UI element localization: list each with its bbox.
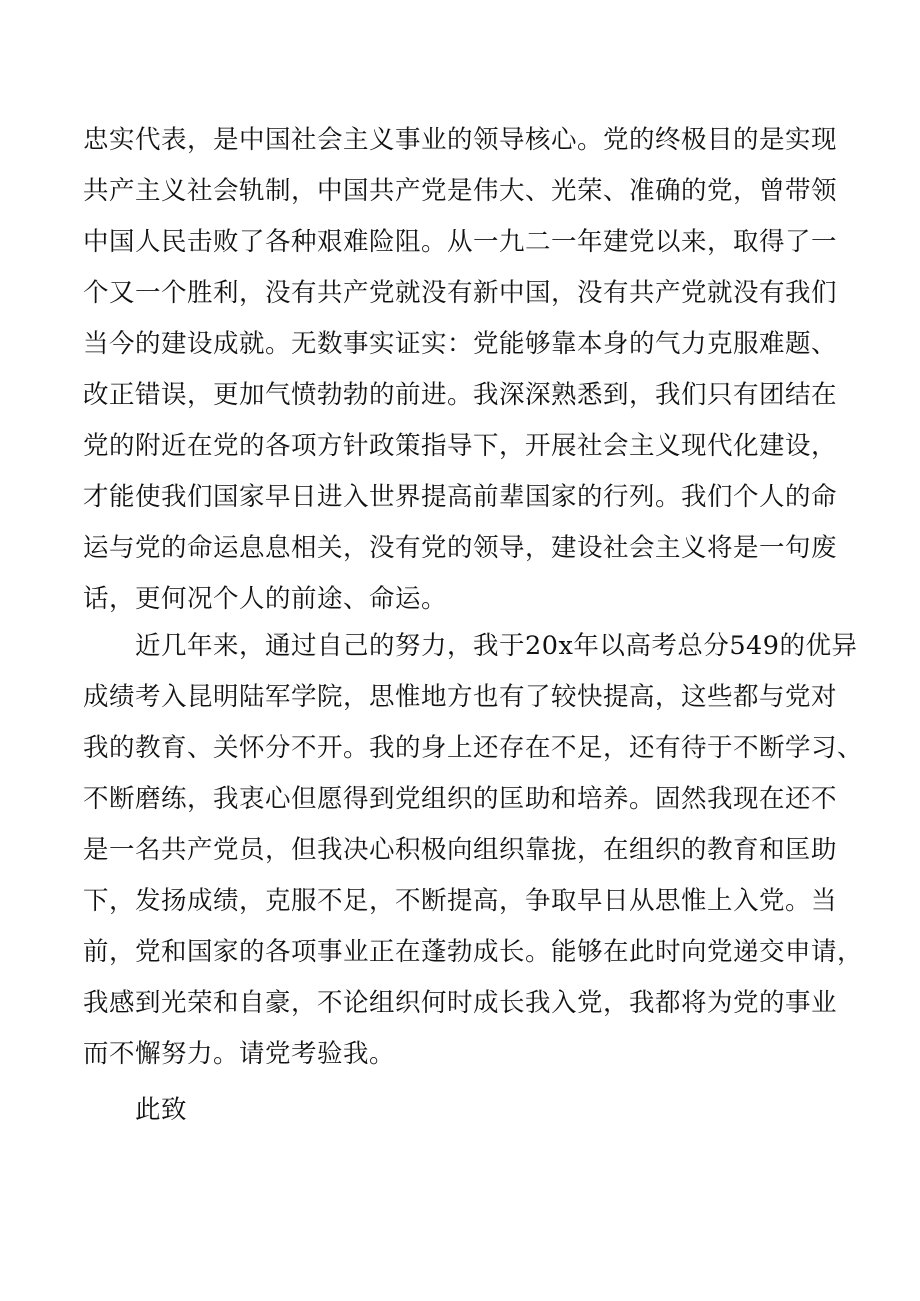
paragraph-1-line: 中国人民击败了各种艰难险阻。从一九二一年建党以来，取得了一 (83, 227, 838, 257)
paragraph-1-line: 改正错误，更加气愤勃勃的前进。我深深熟悉到，我们只有团结在 (83, 380, 838, 410)
paragraph-1-line: 党的附近在党的各项方针政策指导下，开展社会主义现代化建设， (83, 431, 838, 461)
paragraph-2-line: 我的教育、关怀分不开。我的身上还存在不足，还有待于不断学习、 (83, 733, 864, 763)
closing-text: 此致 (135, 1095, 188, 1125)
closing-salutation (83, 1085, 853, 1136)
paragraph-2-line: 下，发扬成绩，克服不足，不断提高，争取早日从思惟上入党。当 (83, 886, 838, 916)
paragraph-1-line: 共产主义社会轨制，中国共产党是伟大、光荣、准确的党，曾带领 (83, 176, 838, 206)
paragraph-1 (83, 115, 853, 625)
paragraph-2-line: 是一名共产党员，但我决心积极向组织靠拢，在组织的教育和匡助 (83, 835, 838, 865)
paragraph-2-line: 不断磨练，我衷心但愿得到党组织的匡助和培养。固然我现在还不 (83, 784, 838, 814)
paragraph-2-line: 前，党和国家的各项事业正在蓬勃成长。能够在此时向党递交申请， (83, 937, 864, 967)
paragraph-2-line: 成绩考入昆明陆军学院，思惟地方也有了较快提高，这些都与党对 (83, 682, 838, 712)
paragraph-2-line: 我感到光荣和自豪，不论组织何时成长我入党，我都将为党的事业 (83, 988, 838, 1018)
paragraph-1-line: 才能使我们国家早日进入世界提高前辈国家的行列。我们个人的命 (83, 482, 838, 512)
paragraph-2-line: 近几年来，通过自己的努力，我于20x年以高考总分549的优异 (135, 631, 858, 661)
paragraph-1-line: 话，更何况个人的前途、命运。 (83, 584, 448, 614)
paragraph-2-line: 而不懈努力。请党考验我。 (83, 1039, 396, 1069)
paragraph-2 (83, 621, 864, 1080)
paragraph-1-line: 运与党的命运息息相关，没有党的领导，建设社会主义将是一句废 (83, 533, 838, 563)
paragraph-1-line: 忠实代表，是中国社会主义事业的领导核心。党的终极目的是实现 (83, 125, 838, 155)
paragraph-1-line: 个又一个胜利，没有共产党就没有新中国，没有共产党就没有我们 (83, 278, 838, 308)
paragraph-1-line: 当今的建设成就。无数事实证实：党能够靠本身的气力克服难题、 (83, 329, 838, 359)
